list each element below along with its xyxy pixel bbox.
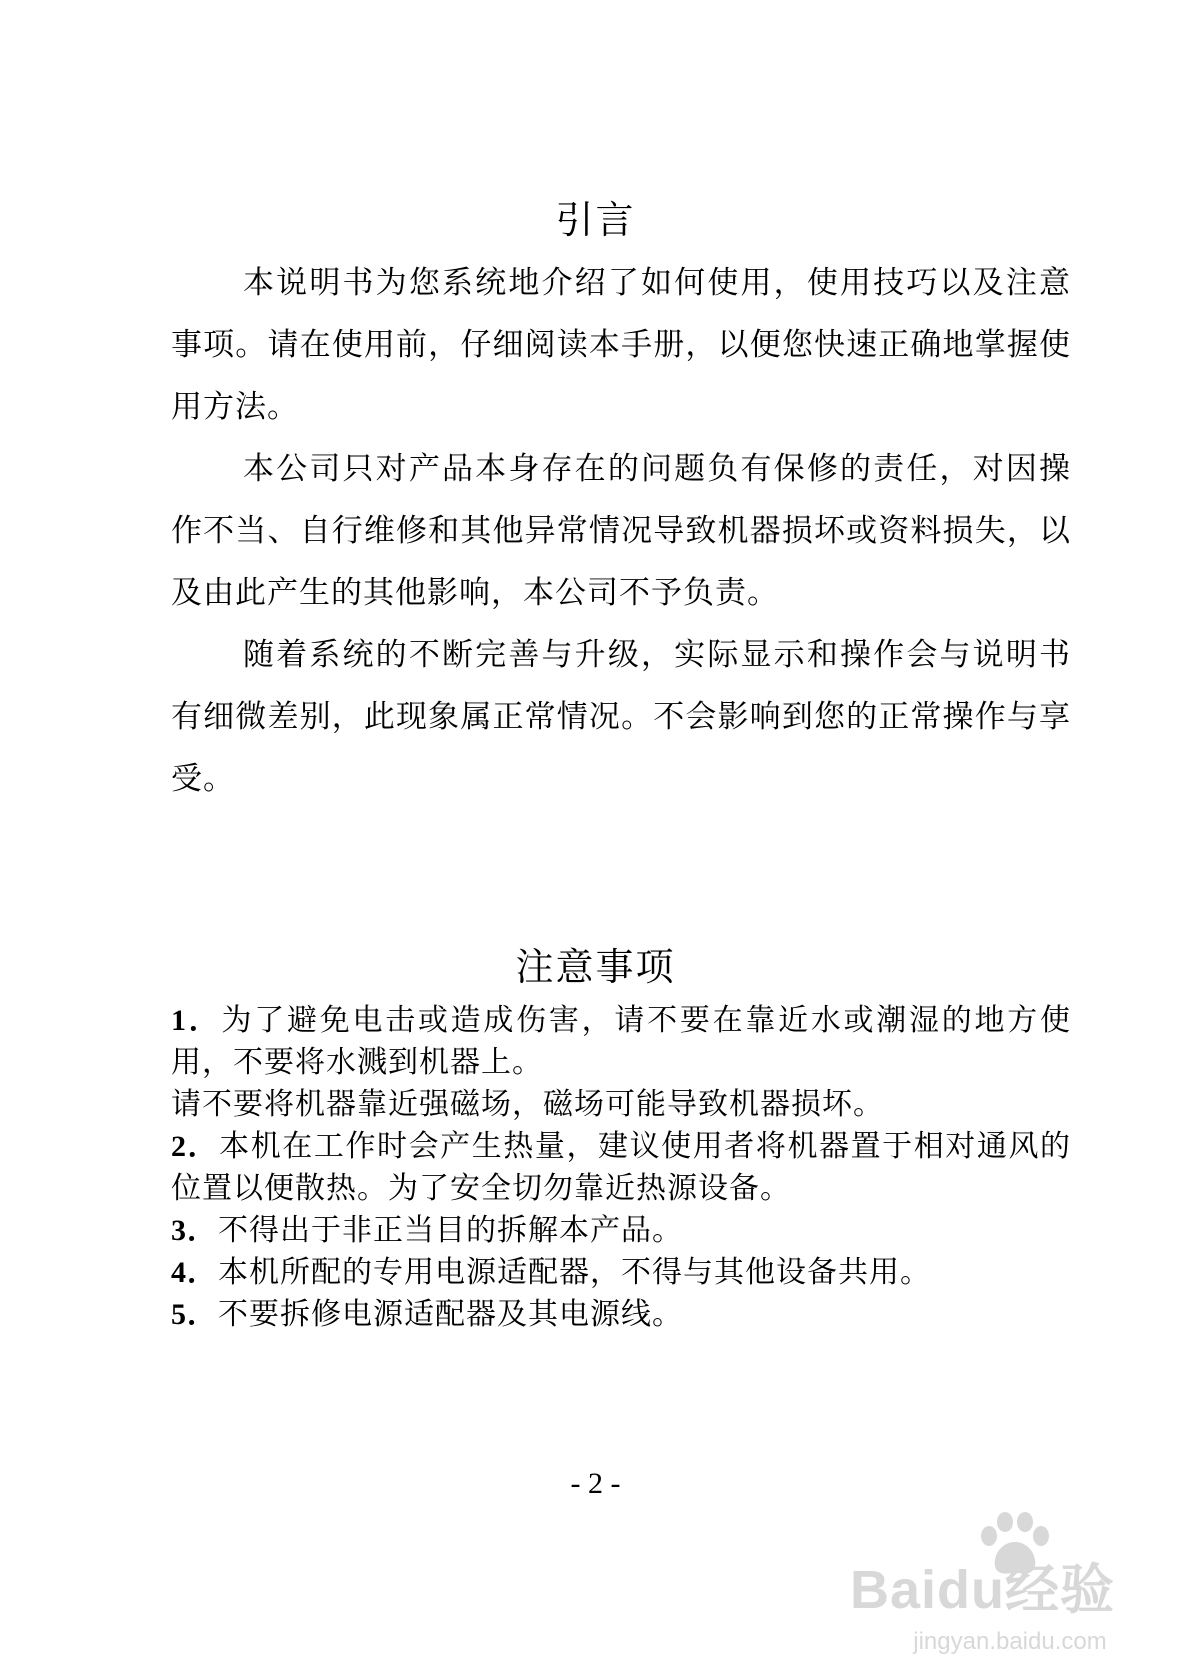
- note-item-1: [171, 1000, 1071, 1084]
- notes-list: [171, 1000, 1071, 1336]
- intro-title: 引言: [555, 198, 636, 242]
- intro-paragraph-3: 随着系统的不断完善与升级，实际显示和操作会与说明书有细微差别，此现象属正常情况。不会影响到您的正常操作与享受。: [171, 637, 1071, 797]
- note-number: 2．: [171, 1130, 220, 1163]
- note-number: 1．: [171, 1004, 222, 1037]
- note-item-3: [171, 1210, 1071, 1252]
- watermark-url: jingyan.baidu.com: [913, 1628, 1107, 1655]
- note-item-2: [171, 1126, 1071, 1210]
- note-text: 本机在工作时会产生热量，建议使用者将机器置于相对通风的位置以便散热。为了安全切勿靠近热源设备。: [171, 1129, 1072, 1206]
- note-text: 不得出于非正当目的拆解本产品。: [218, 1213, 683, 1248]
- note-item-1b: [171, 1084, 1071, 1126]
- notes-title: 注意事项: [515, 945, 676, 989]
- note-number: 4．: [171, 1256, 218, 1289]
- intro-paragraph-2: 本公司只对产品本身存在的问题负有保修的责任，对因操作不当、自行维修和其他异常情况导致机器损坏或资料损失，以及由此产生的其他影响，本公司不予负责。: [171, 451, 1071, 611]
- intro-paragraph-1: 本说明书为您系统地介绍了如何使用，使用技巧以及注意事项。请在使用前，仔细阅读本手册，以便您快速正确地掌握使用方法。: [171, 265, 1071, 425]
- baidu-watermark: [850, 1510, 1170, 1660]
- note-item-4: [171, 1252, 1071, 1294]
- note-item-5: [171, 1294, 1071, 1336]
- note-text: 不要拆修电源适配器及其电源线。: [218, 1297, 683, 1332]
- note-text: 为了避免电击或造成伤害，请不要在靠近水或潮湿的地方使用，不要将水溅到机器上。: [171, 1003, 1072, 1080]
- watermark-brand: Baidu经验: [850, 1560, 1116, 1620]
- note-text: 请不要将机器靠近强磁场，磁场可能导致机器损坏。: [171, 1087, 884, 1122]
- note-number: 5．: [171, 1298, 218, 1331]
- note-number: 3．: [171, 1214, 218, 1247]
- note-text: 本机所配的专用电源适配器，不得与其他设备共用。: [218, 1255, 931, 1290]
- page-number: - 2 -: [570, 1467, 621, 1500]
